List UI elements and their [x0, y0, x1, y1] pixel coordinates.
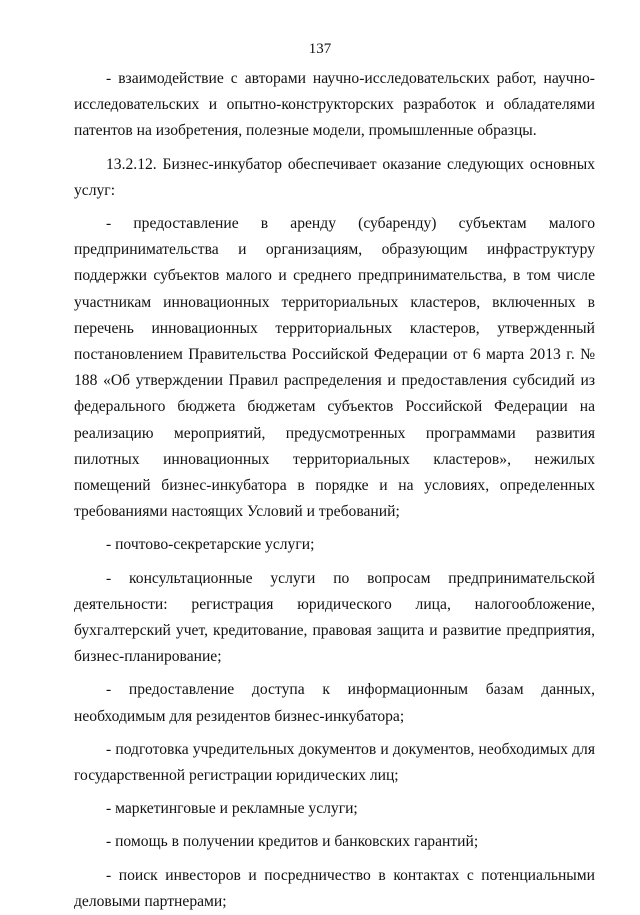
paragraph-consulting-services: - консультационные услуги по вопросам предпринимательской деятельности: регистрация юридического лица, налогообложение, бухгалтерский учет, кредитование, правовая защита и развитие предприятия, бизнес-планирование;: [74, 569, 595, 666]
paragraph-credit-assistance: - помощь в получении кредитов и банковских гарантий;: [106, 833, 479, 851]
paragraph-marketing-services: - маркетинговые и рекламные услуги;: [106, 800, 358, 818]
paragraph-database-access: - предоставление доступа к информационным базам данных, необходимым для резидентов бизнес-инкубатора;: [74, 681, 595, 725]
paragraph-interaction-with-authors: - взаимодействие с авторами научно-исследовательских работ, научно-исследовательских и опытно-конструкторских разработок и обладателями патентов на изобретения, полезные модели, промышленные образцы.: [74, 70, 595, 140]
page-number: 137: [308, 41, 332, 57]
paragraph-investor-search: - поиск инвесторов и посредничество в контактах с потенциальными деловыми партнерами;: [74, 866, 595, 910]
paragraph-premises-rental: - предоставление в аренду (субаренду) субъектам малого предпринимательства и организациям, образующим инфраструктуру поддержки субъектов малого и среднего предпринимательства, в том числе участникам инновационных территориальных кластеров, включенных в перечень инновационных территориальных кластеров, утвержденный постановлением Правительства Российской Федерации от 6 марта 2013 г. № 188 «Об утверждении Правил распределения и предоставления субсидий из федерального бюджета бюджетам субъектов Российской Федерации на реализацию мероприятий, предусмотренных программами развития пилотных инновационных территориальных кластеров», нежилых помещений бизнес-инкубатора в порядке и на условиях, определенных требованиями настоящих Условий и требований;: [74, 215, 595, 521]
document-body: [74, 66, 595, 915]
paragraph-section-13-2-12: 13.2.12. Бизнес-инкубатор обеспечивает оказание следующих основных услуг:: [74, 155, 595, 199]
paragraph-founding-documents: - подготовка учредительных документов и документов, необходимых для государственной регистрации юридических лиц;: [74, 740, 595, 785]
paragraph-postal-secretarial: - почтово-секретарские услуги;: [106, 536, 315, 554]
